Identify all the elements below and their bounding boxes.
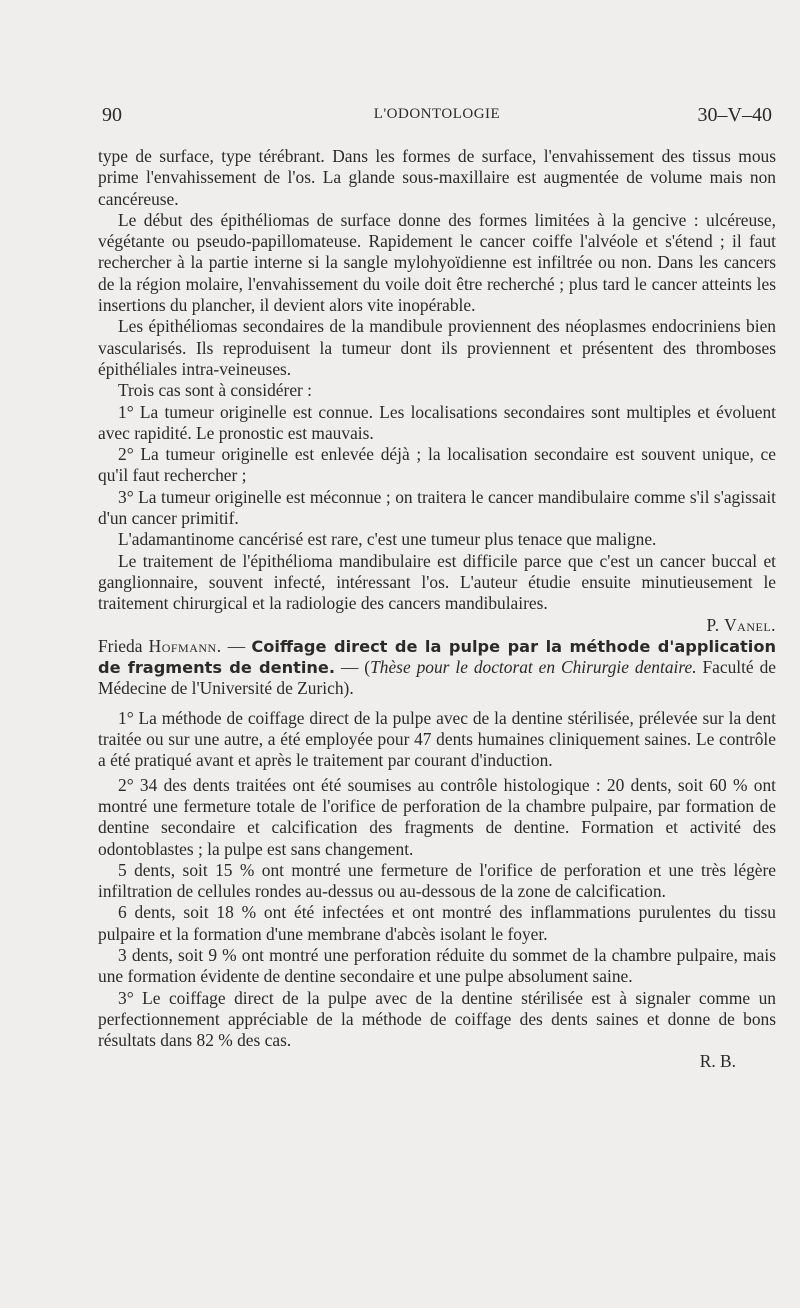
list-item: 1° La méthode de coiffage direct de la pulpe avec de la dentine stérilisée, prélevée sur la dent traitée ou sur une autre, a été employée pour 47 dents humaines cliniquement saines. Le contrôle a été pratiqué avant et après le traitement par courant d'induction.	[98, 707, 776, 771]
issue-date: 30–V–40	[697, 104, 772, 126]
list-item: 2° La tumeur originelle est enlevée déjà ; la localisation secondaire est souvent unique, ce qu'il faut rechercher ;	[98, 444, 776, 486]
separator-dash: —	[335, 657, 365, 678]
source-open-paren: (	[364, 657, 371, 678]
list-item: 3° La tumeur originelle est méconnue ; on traitera le cancer mandibulaire comme s'il s'agissait d'un cancer primitif.	[98, 486, 776, 529]
paragraph: Le traitement de l'épithélioma mandibulaire est difficile parce que c'est un cancer buccal et ganglionnaire, souvent infecté, intéressant l'os. L'auteur étudie ensuite minutieusement le traitement chirurgical et la radiologie des cancers mandibulaires.	[98, 550, 776, 614]
article-title: Coiffage direct de la pulpe par la méthode d'application de fragments de dentine.	[98, 636, 776, 678]
journal-title: L'ODONTOLOGIE	[373, 106, 501, 122]
author-first-name: Frieda	[98, 635, 143, 656]
running-header	[102, 104, 772, 128]
list-item: 3° Le coiffage direct de la pulpe avec de la dentine stérilisée est à signaler comme un perfectionnement appréciable de la méthode de coiffage des dents saines et donne de bons résultats dans 82 % des cas.	[98, 987, 776, 1051]
author-last-name: Hofmann.	[148, 635, 222, 656]
paragraph: L'adamantinome cancérisé est rare, c'est une tumeur plus tenace que maligne.	[118, 529, 657, 550]
article-heading	[98, 636, 776, 700]
author-signature: P. Vanel.	[706, 614, 776, 635]
paragraph: Trois cas sont à considérer :	[118, 380, 313, 401]
page-body	[98, 146, 776, 1073]
author-signature: R. B.	[699, 1051, 736, 1072]
list-item: 1° La tumeur originelle est connue. Les localisations secondaires sont multiples et évoluent avec rapidité. Le pronostic est mauvais.	[98, 401, 776, 443]
thesis-source: Thèse pour le doctorat en Chirurgie dentaire.	[370, 657, 697, 678]
paragraph: 3 dents, soit 9 % ont montré une perforation réduite du sommet de la chambre pulpaire, mais une formation évidente de dentine secondaire et une pulpe absolument saine.	[98, 944, 776, 987]
paragraph: Les épithéliomas secondaires de la mandibule proviennent des néoplasmes endocriniens bien vascularisés. Ils reproduisent la tumeur dont ils proviennent et présentent des thromboses épithéliales intra-veineuses.	[98, 316, 776, 379]
paragraph: 6 dents, soit 18 % ont été infectées et ont montré des inflammations purulentes du tissu pulpaire et la formation d'une membrane d'abcès isolant le foyer.	[98, 902, 776, 944]
page-number: 90	[102, 104, 122, 126]
list-item: 2° 34 des dents traitées ont été soumises au contrôle histologique : 20 dents, soit 60 % ont montré une fermeture totale de l'orifice de perforation de la chambre pulpaire, par formation de dentine secondaire et calcification des fragments de dentine. Formation et activité des odontoblastes ; la pulpe est sans changement.	[98, 774, 776, 859]
paragraph: 5 dents, soit 15 % ont montré une fermeture de l'orifice de perforation et une très légère infiltration de cellules rondes au-dessus ou au-dessous de la zone de calcification.	[98, 859, 776, 902]
faculty-source: Faculté de Médecine de l'Université de Zurich).	[98, 657, 776, 699]
separator-dash: —	[221, 635, 252, 656]
paragraph: Le début des épithéliomas de surface donne des formes limitées à la gencive : ulcéreuse, végétante ou pseudo-papillomateuse. Rapidement le cancer coiffe l'alvéole et s'étend ; il faut rechercher à la partie interne si la sangle mylohyoïdienne est infiltrée ou non. Dans les cancers de la région molaire, l'envahissement du voile doit être recherché ; plus tard le cancer atteints les insertions du plancher, il devient alors vite inopérable.	[98, 209, 776, 316]
paragraph: type de surface, type térébrant. Dans les formes de surface, l'envahissement des tissus mous prime l'envahissement de l'os. La glande sous-maxillaire est augmentée de volume mais non cancéreuse.	[98, 146, 776, 209]
